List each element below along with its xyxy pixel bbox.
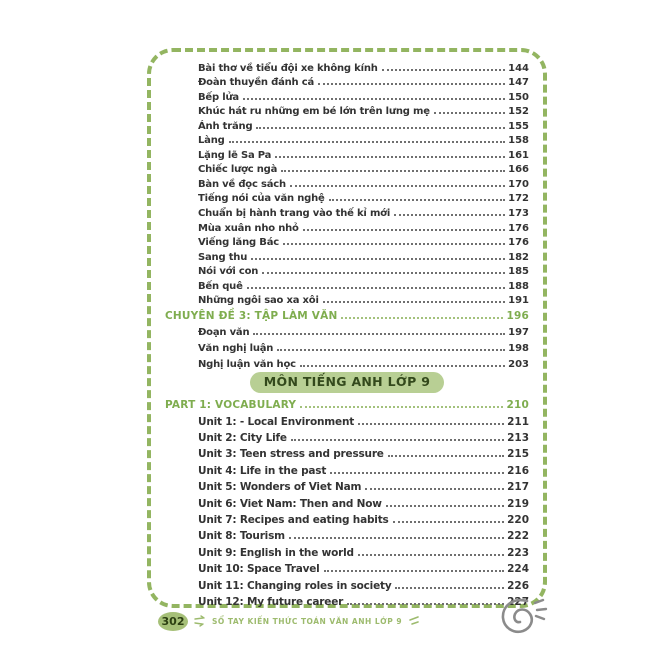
toc-entry-title: Unit 7: Recipes and eating habits bbox=[198, 513, 389, 526]
toc-entry-title: CHUYÊN ĐỀ 3: TẬP LÀM VĂN bbox=[165, 310, 338, 323]
dotted-leader bbox=[395, 587, 504, 589]
toc-entry-page-number: 172 bbox=[508, 193, 529, 205]
toc-entry-page-number: 197 bbox=[508, 327, 529, 339]
toc-entry bbox=[165, 477, 529, 493]
toc-entry-page-number: 220 bbox=[507, 513, 529, 526]
toc-list bbox=[165, 59, 529, 608]
toc-entry-page-number: 150 bbox=[508, 91, 529, 103]
toc-entry bbox=[165, 411, 529, 427]
dotted-leader bbox=[388, 455, 504, 457]
toc-entry bbox=[165, 322, 529, 338]
dotted-leader bbox=[341, 317, 503, 319]
toc-entry bbox=[165, 526, 529, 542]
dotted-leader bbox=[262, 272, 505, 274]
dotted-leader bbox=[303, 229, 505, 231]
dotted-leader bbox=[386, 505, 504, 507]
toc-entry-page-number: 198 bbox=[508, 342, 529, 354]
toc-entry-page-number: 173 bbox=[508, 208, 529, 220]
toc-entry-title: Nói với con bbox=[198, 266, 259, 278]
toc-entry-title: Unit 10: Space Travel bbox=[198, 563, 320, 576]
dotted-leader bbox=[283, 243, 505, 245]
toc-entry bbox=[165, 575, 529, 591]
toc-entry-page-number: 224 bbox=[507, 563, 529, 576]
toc-entry-page-number: 226 bbox=[507, 579, 529, 592]
toc-entry-page-number: 166 bbox=[508, 164, 529, 176]
toc-entry-page-number: 215 bbox=[507, 448, 529, 461]
dotted-leader bbox=[300, 365, 505, 367]
toc-entry-title: Những ngôi sao xa xôi bbox=[198, 295, 319, 307]
dotted-leader bbox=[323, 301, 505, 303]
toc-frame bbox=[147, 48, 547, 608]
toc-entry-title: Đoạn văn bbox=[198, 327, 250, 339]
toc-entry bbox=[165, 510, 529, 526]
toc-entry-title: Nghị luận văn học bbox=[198, 358, 296, 370]
dotted-leader bbox=[358, 554, 504, 556]
toc-entry-title: Unit 11: Changing roles in society bbox=[198, 579, 392, 592]
footer-caption: SỔ TAY KIẾN THỨC TOÁN VĂN ANH LỚP 9 bbox=[212, 616, 403, 626]
toc-entry-page-number: 185 bbox=[508, 266, 529, 278]
toc-entry-page-number: 223 bbox=[507, 546, 529, 559]
toc-entry bbox=[165, 493, 529, 509]
toc-entry-title: PART 1: VOCABULARY bbox=[165, 399, 297, 412]
toc-entry-title: Unit 8: Tourism bbox=[198, 530, 285, 543]
toc-entry bbox=[165, 559, 529, 575]
toc-entry bbox=[165, 117, 529, 132]
toc-entry-title: Bài thơ về tiểu đội xe không kính bbox=[198, 62, 378, 74]
toc-entry bbox=[165, 234, 529, 249]
dotted-leader bbox=[247, 287, 505, 289]
toc-entry-title: Viếng lăng Bác bbox=[198, 237, 279, 249]
toc-entry bbox=[165, 592, 529, 608]
toc-entry-page-number: 222 bbox=[507, 530, 529, 543]
dotted-leader bbox=[434, 112, 505, 114]
toc-entry bbox=[165, 190, 529, 205]
section-banner: MÔN TIẾNG ANH LỚP 9 bbox=[250, 372, 444, 393]
dotted-leader bbox=[324, 570, 505, 572]
toc-entry-page-number: 144 bbox=[508, 62, 529, 74]
toc-entry bbox=[165, 460, 529, 476]
page-number-badge: 302 bbox=[158, 612, 188, 631]
dotted-leader bbox=[290, 185, 505, 187]
spiral-doodle-icon bbox=[497, 594, 549, 640]
toc-entry bbox=[165, 277, 529, 292]
toc-entry-title: Mùa xuân nho nhỏ bbox=[198, 222, 299, 234]
dotted-leader bbox=[256, 127, 505, 129]
toc-entry-title: Ánh trăng bbox=[198, 120, 253, 132]
toc-entry-page-number: 176 bbox=[508, 237, 529, 249]
dotted-leader bbox=[277, 349, 505, 351]
toc-entry bbox=[165, 59, 529, 74]
section-banner-row bbox=[165, 370, 529, 395]
toc-entry-page-number: 191 bbox=[508, 295, 529, 307]
doodle-wind-icon bbox=[408, 615, 420, 627]
toc-entry-title: Sang thu bbox=[198, 251, 248, 263]
toc-entry bbox=[165, 395, 529, 411]
toc-entry-page-number: 211 bbox=[507, 415, 529, 428]
toc-entry-title: Khúc hát ru những em bé lớn trên lưng mẹ bbox=[198, 106, 430, 118]
toc-entry bbox=[165, 88, 529, 103]
toc-entry bbox=[165, 132, 529, 147]
toc-entry-page-number: 182 bbox=[508, 251, 529, 263]
toc-entry-page-number: 216 bbox=[507, 464, 529, 477]
toc-entry-title: Bến quê bbox=[198, 280, 243, 292]
dotted-leader bbox=[289, 537, 504, 539]
toc-entry-title: Đoàn thuyền đánh cá bbox=[198, 77, 315, 89]
toc-entry bbox=[165, 248, 529, 263]
toc-entry-page-number: 155 bbox=[508, 120, 529, 132]
dotted-leader bbox=[382, 69, 505, 71]
toc-entry bbox=[165, 219, 529, 234]
dotted-leader bbox=[393, 521, 505, 523]
dotted-leader bbox=[347, 603, 504, 605]
dotted-leader bbox=[281, 170, 505, 172]
toc-entry-page-number: 219 bbox=[507, 497, 529, 510]
toc-entry-title: Chuẩn bị hành trang vào thế kỉ mới bbox=[198, 208, 391, 220]
dotted-leader bbox=[358, 423, 504, 425]
toc-entry-title: Unit 6: Viet Nam: Then and Now bbox=[198, 497, 382, 510]
toc-entry-title: Bàn về đọc sách bbox=[198, 178, 286, 190]
toc-entry-title: Unit 5: Wonders of Viet Nam bbox=[198, 481, 362, 494]
toc-entry bbox=[165, 542, 529, 558]
toc-entry bbox=[165, 204, 529, 219]
toc-entry-title: Unit 9: English in the world bbox=[198, 546, 354, 559]
toc-entry-page-number: 196 bbox=[506, 310, 529, 323]
toc-entry-page-number: 158 bbox=[508, 135, 529, 147]
toc-entry-page-number: 170 bbox=[508, 178, 529, 190]
toc-entry-title: Unit 12: My future career bbox=[198, 595, 344, 608]
toc-entry-page-number: 188 bbox=[508, 280, 529, 292]
toc-entry-title: Làng bbox=[198, 135, 225, 147]
toc-entry bbox=[165, 444, 529, 460]
page-footer bbox=[158, 608, 420, 634]
dotted-leader bbox=[330, 472, 504, 474]
toc-entry-title: Unit 2: City Life bbox=[198, 432, 287, 445]
toc-entry bbox=[165, 146, 529, 161]
toc-entry-title: Lặng lẽ Sa Pa bbox=[198, 149, 272, 161]
toc-entry bbox=[165, 175, 529, 190]
toc-entry-title: Tiếng nói của văn nghệ bbox=[198, 193, 325, 205]
toc-entry bbox=[165, 263, 529, 278]
dotted-leader bbox=[365, 488, 504, 490]
toc-entry-page-number: 213 bbox=[507, 432, 529, 445]
toc-entry-title: Bếp lửa bbox=[198, 91, 239, 103]
toc-entry-title: Unit 4: Life in the past bbox=[198, 464, 327, 477]
toc-entry bbox=[165, 103, 529, 118]
toc-entry-page-number: 203 bbox=[508, 358, 529, 370]
dotted-leader bbox=[329, 199, 506, 201]
dotted-leader bbox=[275, 156, 505, 158]
toc-entry-page-number: 147 bbox=[508, 77, 529, 89]
dotted-leader bbox=[243, 98, 505, 100]
toc-entry-title: Unit 3: Teen stress and pressure bbox=[198, 448, 384, 461]
dotted-leader bbox=[318, 83, 505, 85]
toc-entry bbox=[165, 74, 529, 89]
toc-entry bbox=[165, 338, 529, 354]
doodle-arrows-icon bbox=[194, 615, 206, 627]
toc-entry-title: Chiếc lược ngà bbox=[198, 164, 278, 176]
toc-entry-title: Văn nghị luận bbox=[198, 342, 274, 354]
toc-entry bbox=[165, 161, 529, 176]
toc-entry-title: Unit 1: - Local Environment bbox=[198, 415, 355, 428]
toc-entry bbox=[165, 428, 529, 444]
toc-entry bbox=[165, 354, 529, 370]
toc-entry-page-number: 152 bbox=[508, 106, 529, 118]
toc-entry-page-number: 227 bbox=[507, 595, 529, 608]
dotted-leader bbox=[251, 258, 505, 260]
dotted-leader bbox=[291, 439, 504, 441]
dotted-leader bbox=[229, 141, 506, 143]
dotted-leader bbox=[253, 333, 505, 335]
toc-entry-page-number: 217 bbox=[507, 481, 529, 494]
toc-entry bbox=[165, 306, 529, 322]
toc-entry-page-number: 210 bbox=[506, 399, 529, 412]
dotted-leader bbox=[394, 214, 505, 216]
toc-entry bbox=[165, 292, 529, 307]
toc-entry-page-number: 176 bbox=[508, 222, 529, 234]
toc-entry-page-number: 161 bbox=[508, 149, 529, 161]
dotted-leader bbox=[300, 406, 503, 408]
